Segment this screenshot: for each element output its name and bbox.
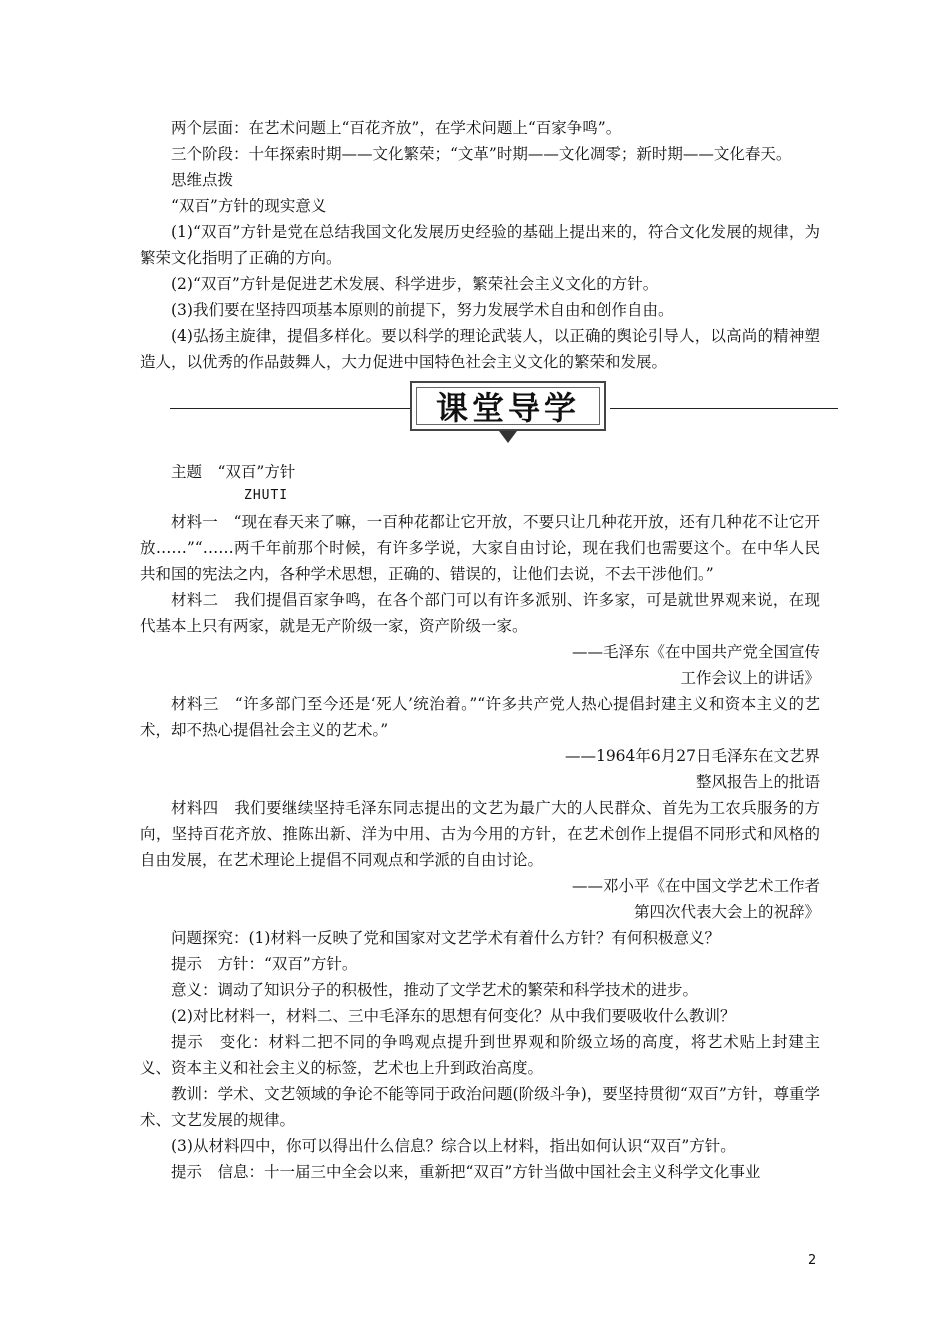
hint-1-policy: 提示 方针：“双百”方针。 — [171, 955, 358, 973]
material-1: 材料一 “现在春天来了嘛，一百种花都让它开放，不要只让几种花开放，还有几种花不让它开放……”“……两千年前那个时候，有许多学说，大家自由讨论，现在我们也需要这个。在中华人民共和国的宪法之内，各种学术思想，正确的、错误的，让他们去说，不去干涉他们。” — [140, 513, 820, 583]
point-1: (1)“双百”方针是党在总结我国文化发展历史经验的基础上提出来的，符合文化发展的规律，为繁荣文化指明了正确的方向。 — [140, 223, 820, 267]
paragraph-three-stages: 三个阶段：十年探索时期——文化繁荣；“文革”时期——文化凋零；新时期——文化春天。 — [171, 145, 792, 163]
citation-3-line-2: 整风报告上的批语 — [695, 773, 820, 791]
question-3: (3)从材料四中，你可以得出什么信息？综合以上材料，指出如何认识“双百”方针。 — [171, 1137, 736, 1155]
question-1: 问题探究：(1)材料一反映了党和国家对文艺学术有着什么方针？有何积极意义？ — [171, 929, 720, 947]
citation-2-line-2: 工作会议上的讲话》 — [680, 669, 820, 687]
citation-4-line-2: 第四次代表大会上的祝辞》 — [633, 903, 820, 921]
hint-1-significance: 意义：调动了知识分子的积极性，推动了文学艺术的繁荣和科学技术的进步。 — [171, 981, 699, 999]
subheading-significance: “双百”方针的现实意义 — [171, 197, 327, 215]
material-2: 材料二 我们提倡百家争鸣，在各个部门可以有许多派别、许多家，可是就世界观来说，在现代基本上只有两家，就是无产阶级一家，资产阶级一家。 — [140, 591, 820, 635]
topic-pinyin: ZHUTI — [244, 488, 289, 503]
hint-3-info: 提示 信息：十一届三中全会以来，重新把“双百”方针当做中国社会主义科学文化事业 — [171, 1163, 761, 1181]
paragraph-two-levels: 两个层面：在艺术问题上“百花齐放”，在学术问题上“百家争鸣”。 — [171, 119, 622, 137]
question-2: (2)对比材料一，材料二、三中毛泽东的思想有何变化？从中我们要吸收什么教训？ — [171, 1007, 736, 1025]
citation-2-line-1: ——毛泽东《在中国共产党全国宣传 — [571, 643, 820, 661]
citation-4-line-1: ——邓小平《在中国文学艺术工作者 — [571, 877, 820, 895]
banner-down-arrow-icon — [499, 431, 517, 443]
section-heading-thinking: 思维点拨 — [171, 171, 234, 189]
page-number: 2 — [808, 1253, 817, 1268]
banner-right-rule — [610, 408, 838, 409]
citation-3-line-1: ——1964年6月27日毛泽东在文艺界 — [564, 747, 820, 765]
hint-2-lesson: 教训：学术、文艺领域的争论不能等同于政治问题(阶级斗争)，要坚持贯彻“双百”方针，尊重学术、文艺发展的规律。 — [140, 1085, 820, 1129]
banner-left-rule — [170, 408, 428, 409]
point-4: (4)弘扬主旋律，提倡多样化。要以科学的理论武装人，以正确的舆论引导人，以高尚的精神塑造人，以优秀的作品鼓舞人，大力促进中国特色社会主义文化的繁荣和发展。 — [140, 327, 820, 371]
page-content — [140, 115, 820, 1185]
topic-heading: 主题 “双百”方针 — [171, 463, 296, 481]
point-2: (2)“双百”方针是促进艺术发展、科学进步，繁荣社会主义文化的方针。 — [171, 275, 659, 293]
section-banner — [140, 381, 820, 449]
banner-title-box — [410, 381, 606, 431]
material-3: 材料三 “许多部门至今还是‘死人’统治着。”“许多共产党人热心提倡封建主义和资本主义的艺术，却不热心提倡社会主义的艺术。” — [140, 695, 820, 739]
hint-2-change: 提示 变化：材料二把不同的争鸣观点提升到世界观和阶级立场的高度，将艺术贴上封建主义、资本主义和社会主义的标签，艺术也上升到政治高度。 — [140, 1033, 820, 1077]
banner-title: 课堂导学 — [416, 387, 600, 425]
point-3: (3)我们要在坚持四项基本原则的前提下，努力发展学术自由和创作自由。 — [171, 301, 674, 319]
material-4: 材料四 我们要继续坚持毛泽东同志提出的文艺为最广大的人民群众、首先为工农兵服务的方向，坚持百花齐放、推陈出新、洋为中用、古为今用的方针，在艺术创作上提倡不同形式和风格的自由发展，在艺术理论上提倡不同观点和学派的自由讨论。 — [140, 799, 820, 869]
